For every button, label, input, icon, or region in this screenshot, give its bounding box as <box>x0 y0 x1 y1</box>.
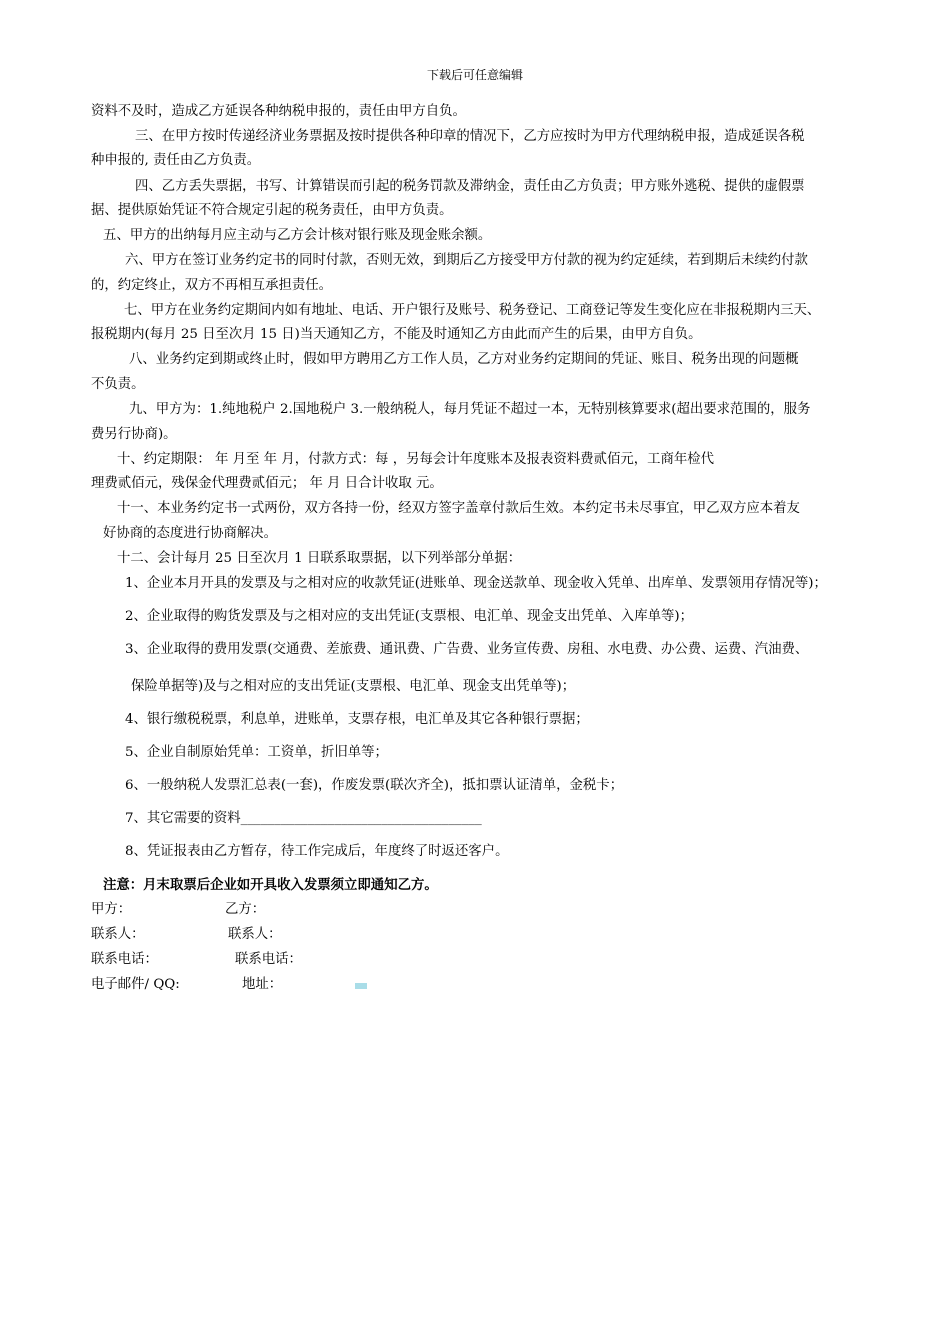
paragraph-line: 十一、本业务约定书一式两份，双方各持一份，经双方签字盖章付款后生效。本约定书未尽事宜，甲乙双方应本着友 <box>117 501 800 516</box>
list-item: 保险单据等)及与之相对应的支出凭证(支票根、电汇单、现金支出凭单等)； <box>131 679 576 694</box>
paragraph-line: 种申报的, 责任由乙方负责。 <box>91 153 261 168</box>
list-item: 4、银行缴税税票，利息单，进账单，支票存根，电汇单及其它各种银行票据； <box>125 712 589 727</box>
list-item: 8、凭证报表由乙方暂存，待工作完成后，年度终了时返还客户。 <box>125 844 509 859</box>
paragraph-line: 的，约定终止，双方不再相互承担责任。 <box>91 278 333 293</box>
party-a-label: 甲方： <box>91 902 132 917</box>
paragraph-line: 十、约定期限： 年 月至 年 月，付款方式：每 ，另每会计年度账本及报表资料费贰佰元，工商年检代 <box>117 452 715 467</box>
list-item: 7、其它需要的资料____________________________________ <box>125 811 482 826</box>
phone-b-label: 联系电话： <box>235 952 302 967</box>
address-b-label: 地址： <box>242 977 283 992</box>
paragraph-line: 好协商的态度进行协商解决。 <box>103 526 278 541</box>
list-item: 5、企业自制原始凭单：工资单，折旧单等； <box>125 745 388 760</box>
paragraph-line: 资料不及时，造成乙方延误各种纳税申报的，责任由甲方自负。 <box>91 104 466 119</box>
paragraph-line: 据、提供原始凭证不符合规定引起的税务责任，由甲方负责。 <box>91 203 453 218</box>
list-item: 3、企业取得的费用发票(交通费、差旅费、通讯费、广告费、业务宣传费、房租、水电费、办公费、运费、汽油费、 <box>125 642 809 657</box>
email-a-label: 电子邮件/ QQ: <box>91 977 180 992</box>
paragraph-line: 费另行协商)。 <box>91 427 177 442</box>
paragraph-line: 报税期内(每月 25 日至次月 15 日)当天通知乙方，不能及时通知乙方由此而产生的后果，由甲方自负。 <box>91 327 702 342</box>
paragraph-line: 十二、会计每月 25 日至次月 1 日联系取票据，以下列举部分单据： <box>117 551 522 566</box>
notice: 注意：月末取票后企业如开具收入发票须立即通知乙方。 <box>103 877 438 893</box>
paragraph-line: 八、业务约定到期或终止时，假如甲方聘用乙方工作人员，乙方对业务约定期间的凭证、账目、税务出现的问题概 <box>129 352 799 367</box>
paragraph-line: 九、甲方为：1.纯地税户 2.国地税户 3.一般纳税人，每月凭证不超过一本，无特别核算要求(超出要求范围的，服务 <box>129 402 811 417</box>
list-item: 2、企业取得的购货发票及与之相对应的支出凭证(支票根、电汇单、现金支出凭单、入库单等)； <box>125 609 693 624</box>
list-item: 6、一般纳税人发票汇总表(一套)，作废发票(联次齐全)，抵扣票认证清单，金税卡； <box>125 778 624 793</box>
paragraph-line: 不负责。 <box>91 377 145 392</box>
paragraph-line: 五、甲方的出纳每月应主动与乙方会计核对银行账及现金账余额。 <box>103 228 492 243</box>
contact-a-label: 联系人： <box>91 927 145 942</box>
paragraph-line: 六、甲方在签订业务约定书的同时付款，否则无效，到期后乙方接受甲方付款的视为约定延续，若到期后未续约付款 <box>125 253 808 268</box>
highlight-mark <box>355 983 367 989</box>
party-b-label: 乙方： <box>225 902 266 917</box>
paragraph-line: 七、甲方在业务约定期间内如有地址、电话、开户银行及账号、税务登记、工商登记等发生变化应在非报税期内三天、 <box>124 303 821 318</box>
paragraph-line: 四、乙方丢失票据，书写、计算错误而引起的税务罚款及滞纳金，责任由乙方负责；甲方账外逃税、提供的虚假票 <box>135 179 805 194</box>
paragraph-line: 理费贰佰元，残保金代理费贰佰元； 年 月 日合计收取 元。 <box>91 476 443 491</box>
phone-a-label: 联系电话： <box>91 952 158 967</box>
page-header: 下载后可任意编辑 <box>426 68 523 82</box>
list-item: 1、企业本月开具的发票及与之相对应的收款凭证(进账单、现金送款单、现金收入凭单、出库单、发票领用存情况等)； <box>125 576 827 591</box>
paragraph-line: 三、在甲方按时传递经济业务票据及按时提供各种印章的情况下，乙方应按时为甲方代理纳税申报，造成延误各税 <box>135 129 805 144</box>
contact-b-label: 联系人： <box>228 927 282 942</box>
